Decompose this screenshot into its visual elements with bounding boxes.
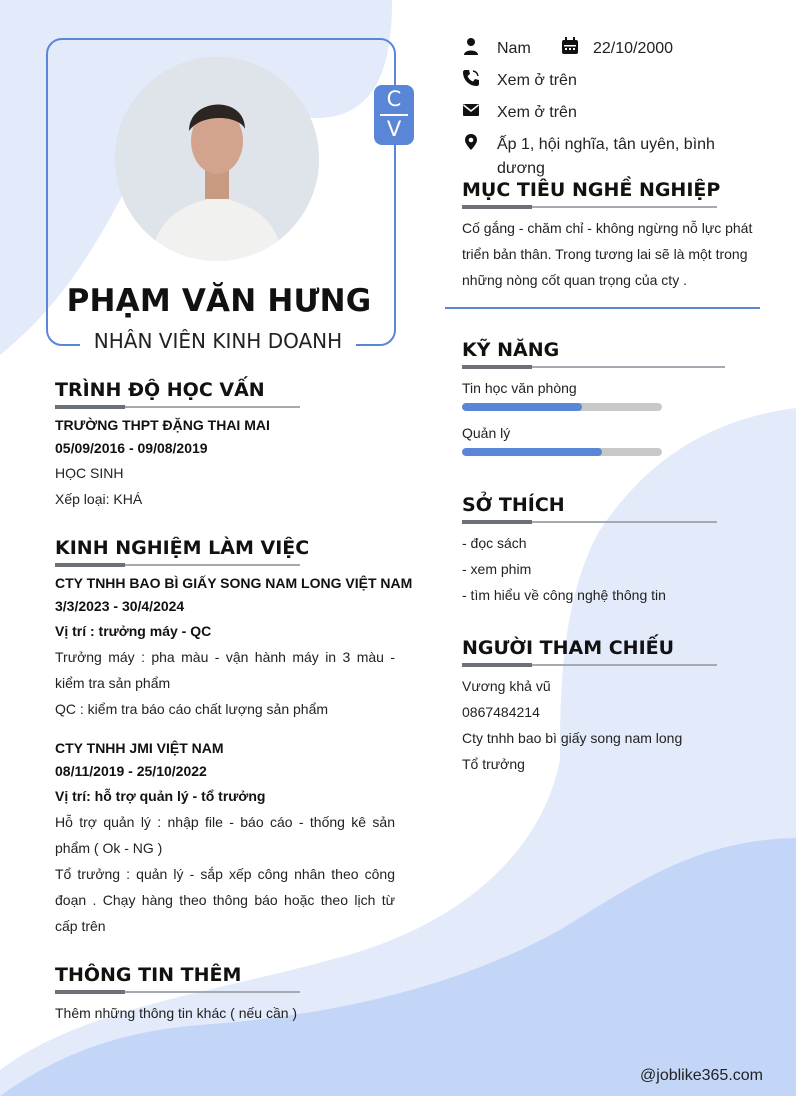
reference-name: Vương khả vũ <box>462 678 551 694</box>
skill-bar <box>462 448 662 456</box>
education-role: HỌC SINH <box>55 465 124 481</box>
references-rule <box>462 664 717 666</box>
phone-icon <box>462 69 486 89</box>
contact-address <box>462 133 762 181</box>
education-rule <box>55 406 300 408</box>
extra-rule <box>55 991 300 993</box>
contact-phone <box>462 69 762 93</box>
education-rank: Xếp loại: KHÁ <box>55 491 143 507</box>
extra-section <box>55 964 300 993</box>
references-section <box>462 637 717 666</box>
skill-bar-fill <box>462 448 602 456</box>
phone-value: Xem ở trên <box>497 72 577 89</box>
skill-bar-fill <box>462 403 582 411</box>
address-line-1: Ấp 1, hội nghĩa, tân uyên, bình <box>497 136 715 153</box>
extra-text: Thêm những thông tin khác ( nếu cần ) <box>55 1005 298 1021</box>
reference-position: Tổ trưởng <box>462 756 525 772</box>
footer-brand: @joblike365.com <box>640 1067 763 1084</box>
job-position: Vị trí : trưởng máy - QC <box>55 623 212 639</box>
experience-job-2 <box>55 737 395 939</box>
skills-section <box>462 339 725 368</box>
dob-value: 22/10/2000 <box>593 40 674 57</box>
references-list <box>462 673 762 777</box>
experience-title: KINH NGHIỆM LÀM VIỆC <box>55 537 310 559</box>
objective-text: Cố gắng - chăm chỉ - không ngừng nỗ lực phát triển bản thân. Trong tương lai sẽ là một trong những nòng cốt quan trọng của cty . <box>462 220 753 288</box>
hobbies-title: SỞ THÍCH <box>462 494 565 516</box>
job-desc-2: Tổ trưởng : quản lý - sắp xếp công nhân theo công đoạn . Chạy hàng theo thông báo hoặc theo lịch từ cấp trên <box>55 866 395 934</box>
job-period: 08/11/2019 - 25/10/2022 <box>55 763 207 779</box>
job-period: 3/3/2023 - 30/4/2024 <box>55 598 185 614</box>
skills-rule <box>462 366 725 368</box>
skill-item <box>462 378 662 414</box>
hobby-item: - tìm hiểu về công nghệ thông tin <box>462 587 666 603</box>
objective-section <box>462 179 721 208</box>
cv-badge-divider <box>380 114 408 116</box>
reference-phone: 0867484214 <box>462 704 540 720</box>
education-period: 05/09/2016 - 09/08/2019 <box>55 440 208 456</box>
skill-name: Quản lý <box>462 425 511 441</box>
candidate-title: NHÂN VIÊN KINH DOANH <box>80 329 356 353</box>
mail-icon <box>462 101 486 121</box>
hobby-item: - đọc sách <box>462 535 527 551</box>
skill-bar <box>462 403 662 411</box>
education-school: TRƯỜNG THPT ĐẶNG THAI MAI <box>55 417 270 433</box>
skill-name: Tin học văn phòng <box>462 380 577 396</box>
job-desc-2: QC : kiểm tra báo cáo chất lượng sản phẩm <box>55 701 329 717</box>
cv-badge <box>374 85 414 145</box>
experience-section <box>55 537 310 566</box>
gender-value: Nam <box>497 40 531 57</box>
calendar-icon <box>561 37 585 57</box>
hobbies-rule <box>462 521 717 523</box>
education-body <box>55 414 395 512</box>
address-line-2: dương <box>497 160 545 177</box>
experience-job-1 <box>55 572 413 722</box>
contact-email <box>462 101 762 125</box>
email-value: Xem ở trên <box>497 104 577 121</box>
job-desc-1: Hỗ trợ quản lý : nhập file - báo cáo - thống kê sản phẩm ( Ok - NG ) <box>55 814 395 856</box>
extra-title: THÔNG TIN THÊM <box>55 964 242 986</box>
candidate-name: PHẠM VĂN HƯNG <box>66 283 372 319</box>
objective-rule <box>462 206 717 208</box>
job-company: CTY TNHH JMI VIỆT NAM <box>55 740 224 756</box>
objective-title: MỤC TIÊU NGHỀ NGHIỆP <box>462 179 721 201</box>
references-title: NGƯỜI THAM CHIẾU <box>462 637 675 659</box>
contact-gender <box>462 37 562 61</box>
person-icon <box>462 37 486 57</box>
contact-dob <box>561 37 701 61</box>
hobbies-section <box>462 494 717 523</box>
job-company: CTY TNHH BAO BÌ GIẤY SONG NAM LONG VIỆT NAM <box>55 575 413 591</box>
cv-badge-c: C <box>386 87 402 111</box>
cv-badge-v: V <box>386 117 402 141</box>
objective-divider <box>445 307 760 309</box>
location-icon <box>462 133 486 153</box>
job-position: Vị trí: hỗ trợ quản lý - tổ trưởng <box>55 788 266 804</box>
skill-item <box>462 423 662 459</box>
hobby-item: - xem phim <box>462 561 532 577</box>
hobbies-list <box>462 530 762 608</box>
education-title: TRÌNH ĐỘ HỌC VẤN <box>55 379 265 401</box>
skills-title: KỸ NĂNG <box>462 339 560 361</box>
reference-company: Cty tnhh bao bì giấy song nam long <box>462 730 683 746</box>
job-desc-1: Trưởng máy : pha màu - vận hành máy in 3 màu - kiểm tra sản phẩm <box>55 649 395 691</box>
profile-photo <box>115 57 319 261</box>
education-section <box>55 379 300 408</box>
experience-rule <box>55 564 300 566</box>
